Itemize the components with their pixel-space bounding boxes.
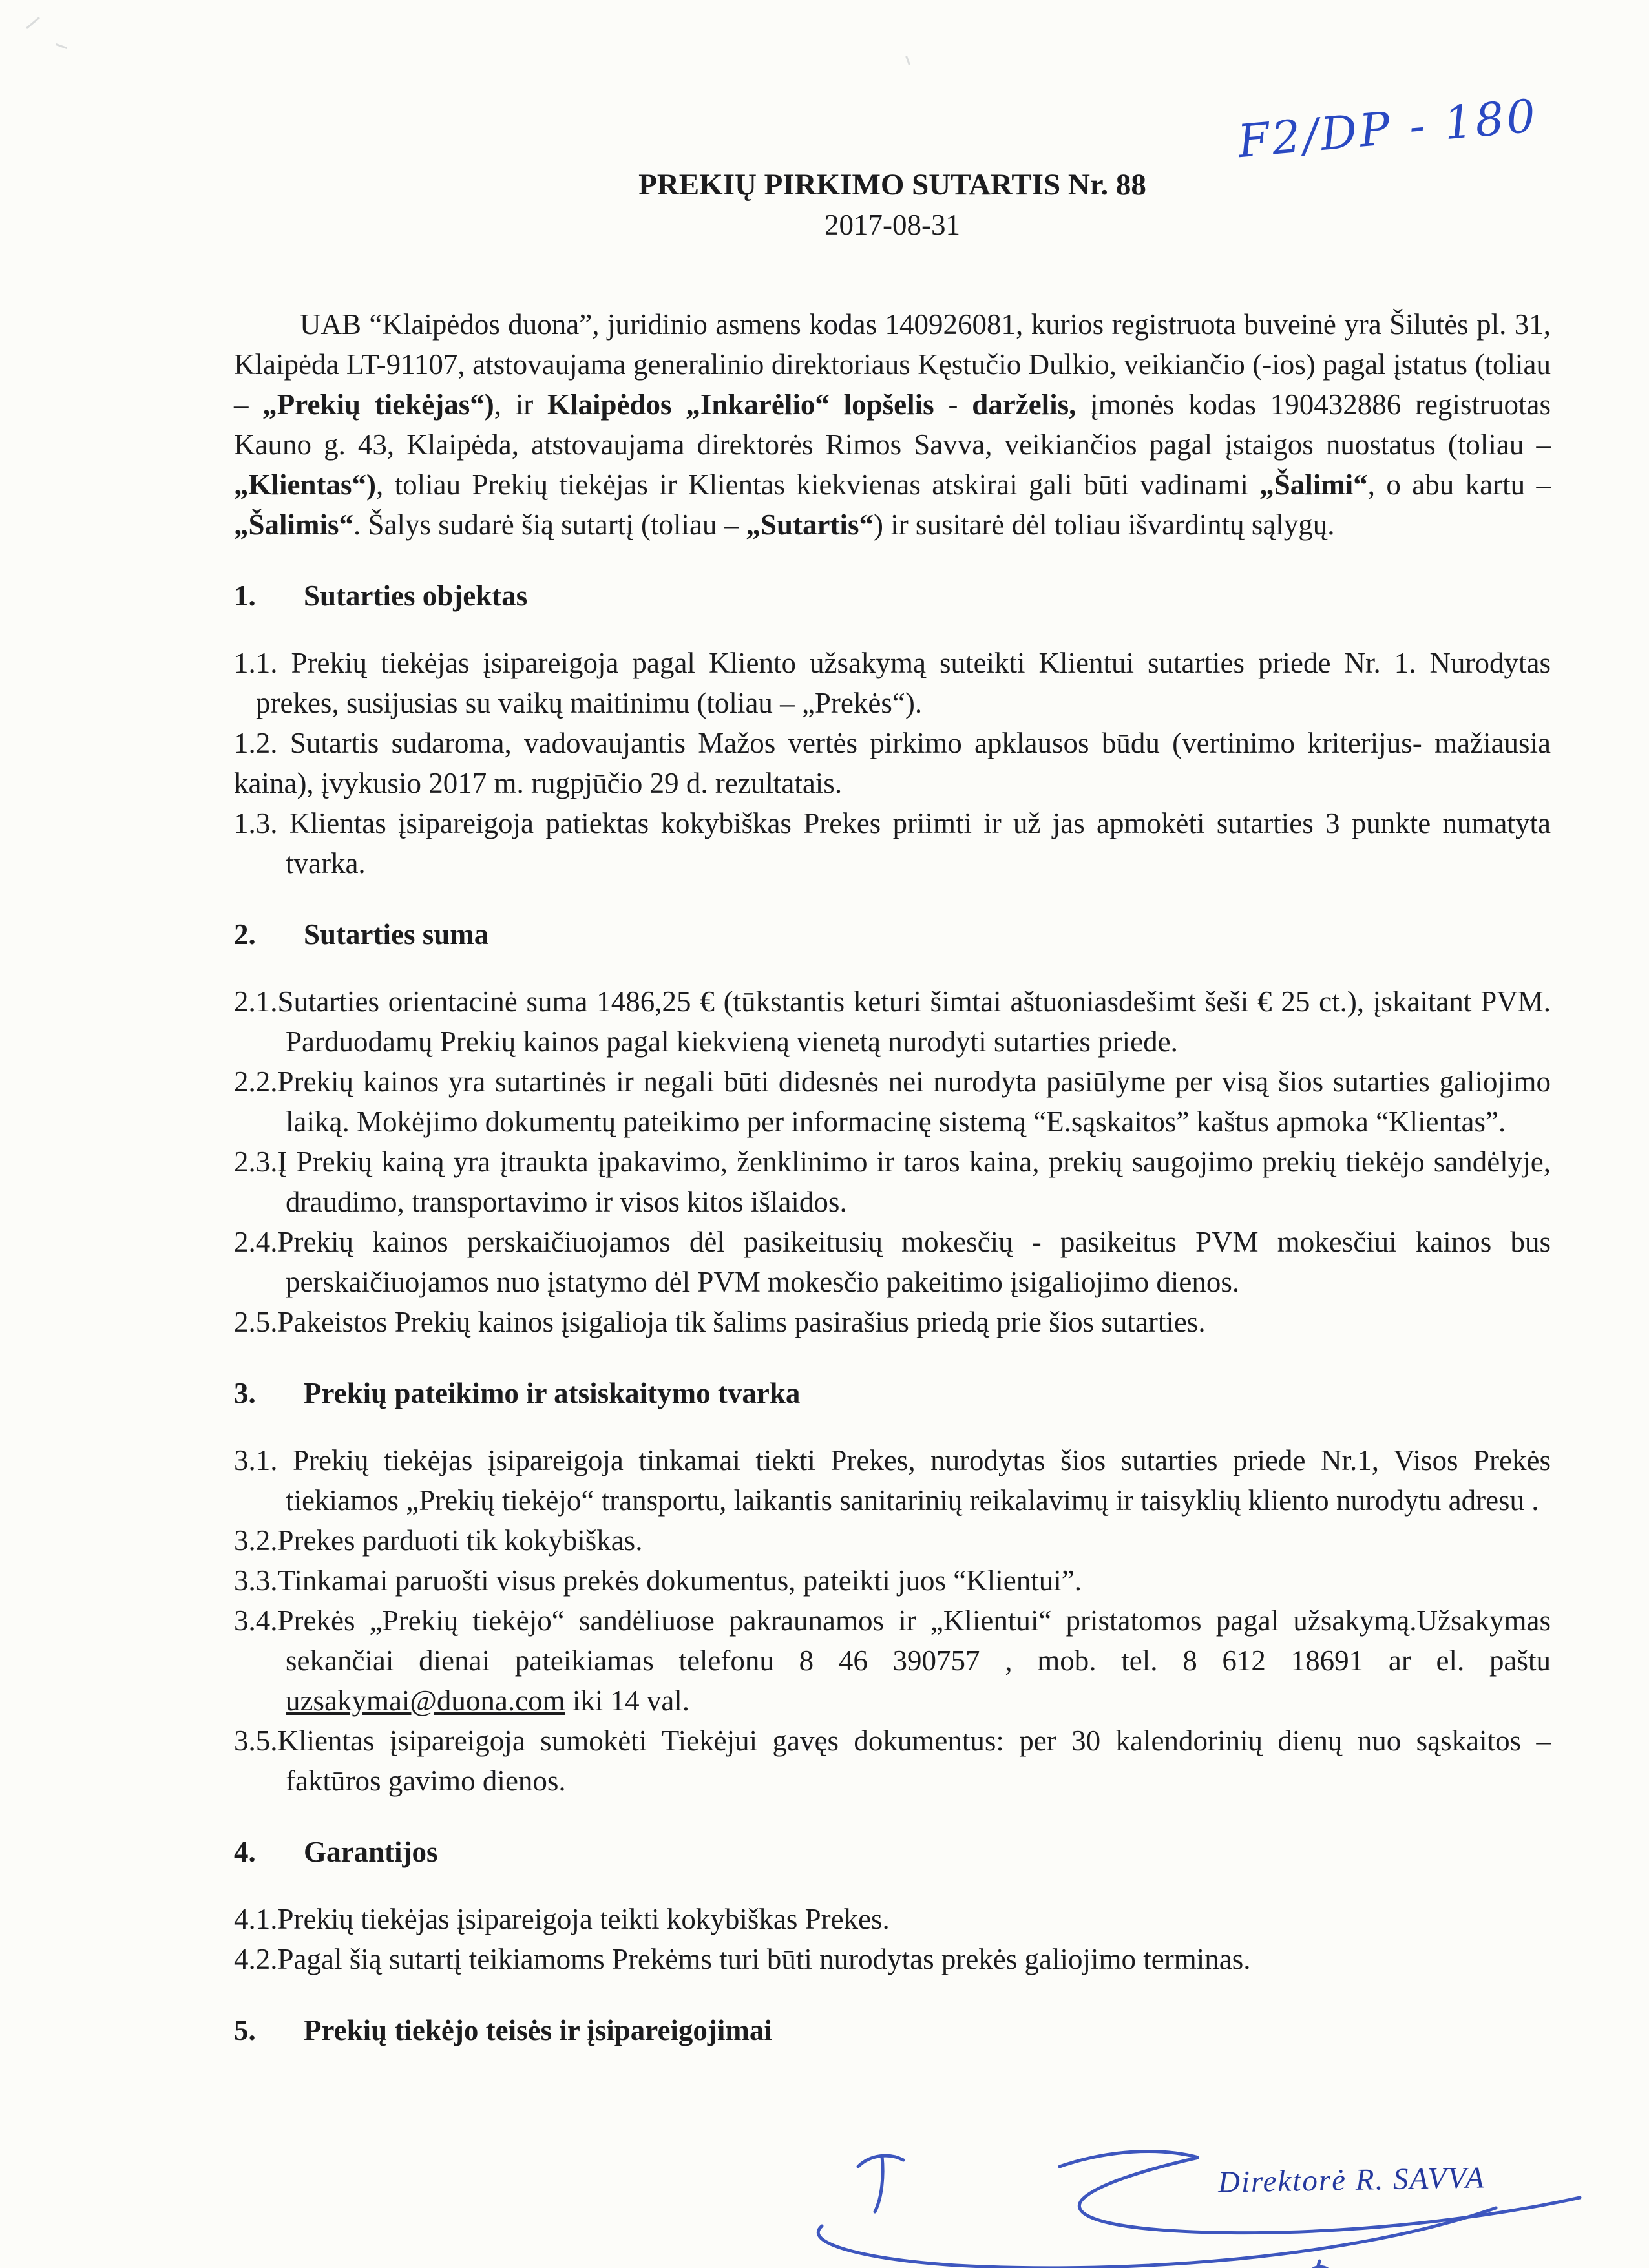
clause-3-2: 3.2.Prekes parduoti tik kokybiškas.	[234, 1524, 643, 1557]
section-2-heading	[234, 914, 1551, 954]
scan-artifact-mark	[56, 43, 67, 49]
clause-3-3: 3.3.Tinkamai paruošti visus prekės dokumentus, pateikti juos “Klientui”.	[234, 1564, 1082, 1597]
clause-4-2: 4.2.Pagal šią sutartį teikiamoms Prekėms turi būti nurodytas prekės galiojimo terminas.	[234, 1943, 1251, 1975]
section-1	[234, 576, 1551, 883]
section-3-heading	[234, 1373, 1551, 1413]
clause-2-2: 2.2.Prekių kainos yra sutartinės ir negali būti didesnės nei nurodyta pasiūlyme per visą šios sutarties galiojimo laiką. Mokėjimo dokumentų pateikimo per informacinę sistemą “E.sąskaitos” kaštus apmoka “Klientas”.	[234, 1066, 1551, 1138]
section-3-number: 3.	[234, 1377, 256, 1409]
section-5-title: Prekių tiekėjo teisės ir įsipareigojimai	[304, 2014, 772, 2046]
section-1-heading	[234, 576, 1551, 616]
section-2-title: Sutarties suma	[304, 918, 489, 950]
scan-artifact-mark	[26, 17, 40, 29]
section-4-title: Garantijos	[304, 1836, 438, 1868]
contract-title: PREKIŲ PIRKIMO SUTARTIS Nr. 88	[638, 168, 1146, 202]
clause-1-1: 1.1. Prekių tiekėjas įsipareigoja pagal Kliento užsakymą suteikti Klientui sutarties priede Nr. 1. Nurodytas prekes, susijusias su vaikų maitinimu (toliau – „Prekės“).	[234, 647, 1551, 719]
section-4	[234, 1832, 1551, 1979]
section-5-number: 5.	[234, 2014, 256, 2046]
section-3-title: Prekių pateikimo ir atsiskaitymo tvarka	[304, 1377, 801, 1409]
contract-date: 2017-08-31	[824, 209, 960, 241]
clause-2-3: 2.3.Į Prekių kainą yra įtraukta įpakavimo, ženklinimo ir taros kaina, prekių saugojimo prekių tiekėjo sandėlyje, draudimo, transportavimo ir visos kitos išlaidos.	[234, 1146, 1551, 1218]
clause-3-1: 3.1. Prekių tiekėjas įsipareigoja tinkamai tiekti Prekes, nurodytas šios sutarties priede Nr.1, Visos Prekės tiekiamos „Prekių tiekėjo“ transportu, laikantis sanitarinių reikalavimų ir taisyklių kliento nurodytu adresu .	[234, 1444, 1551, 1517]
signature-stroke-icon	[743, 2129, 1622, 2268]
clause-2-1: 2.1.Sutarties orientacinė suma 1486,25 € (tūkstantis keturi šimtai aštuoniasdešimt šeši € 25 ct.), įskaitant PVM. Parduodamų Prekių kainos pagal kiekvieną vienetą nurodyti sutarties priede.	[234, 985, 1551, 1058]
signature-block	[743, 2129, 1622, 2268]
clause-2-4: 2.4.Prekių kainos perskaičiuojamos dėl pasikeitusių mokesčių - pasikeitus PVM mokesčiui kainos bus perskaičiuojamos nuo įstatymo dėl PVM mokesčio pakeitimo įsigaliojimo dienos.	[234, 1226, 1551, 1298]
clause-1-3: 1.3. Klientas įsipareigoja patiektas kokybiškas Prekes priimti ir už jas apmokėti sutarties 3 punkte numatyta tvarka.	[234, 807, 1551, 879]
clause-1-2: 1.2. Sutartis sudaroma, vadovaujantis Mažos vertės pirkimo apklausos būdu (vertinimo kriterijus- mažiausia kaina), įvykusio 2017 m. rugpjūčio 29 d. rezultatais.	[234, 727, 1551, 799]
clause-3-5: 3.5.Klientas įsipareigoja sumokėti Tiekėjui gavęs dokumentus: per 30 kalendorinių dienų nuo sąskaitos – faktūros gavimo dienos.	[234, 1725, 1551, 1797]
section-5	[234, 2010, 1551, 2050]
section-1-title: Sutarties objektas	[304, 580, 528, 612]
section-4-heading	[234, 1832, 1551, 1872]
clause-4-1: 4.1.Prekių tiekėjas įsipareigoja teikti kokybiškas Prekes.	[234, 1903, 890, 1935]
section-2-number: 2.	[234, 918, 256, 950]
clause-3-4: 3.4.Prekės „Prekių tiekėjo“ sandėliuose pakraunamos ir „Klientui“ pristatomos pagal užsakymą.Užsakymas sekančiai dienai pateikiamas telefonu 8 46 390757 , mob. tel. 8 612 18691 ar el. paštu uzsakymai@duona.com iki 14 val.	[234, 1604, 1551, 1717]
intro-paragraph: UAB “Klaipėdos duona”, juridinio asmens kodas 140926081, kurios registruota buveinė yra Šilutės pl. 31, Klaipėda LT-91107, atstovaujama generalinio direktoriaus Kęstučio Dulkio, veikiančio (-ios) pagal įstatus (toliau – „Prekių tiekėjas“), ir Klaipėdos „Inkarėlio“ lopšelis - darželis, įmonės kodas 190432886 registruotas Kauno g. 43, Klaipėda, atstovaujama direktorės Rimos Savva, veikiančios pagal įstaigos nuostatus (toliau – „Klientas“), toliau Prekių tiekėjas ir Klientas kiekvienas atskirai gali būti vadinami „Šalimi“, o abu kartu – „Šalimis“. Šalys sudarė šią sutartį (toliau – „Sutartis“) ir susitarė dėl toliau išvardintų sąlygų.	[234, 308, 1551, 541]
section-2	[234, 914, 1551, 1342]
section-3	[234, 1373, 1551, 1801]
section-4-number: 4.	[234, 1836, 256, 1868]
section-1-number: 1.	[234, 580, 256, 612]
section-5-heading	[234, 2010, 1551, 2050]
signature-name: Direktorė R. SAVVA	[1217, 2161, 1486, 2200]
contract-body	[234, 0, 1551, 2077]
clause-2-5: 2.5.Pakeistos Prekių kainos įsigalioja tik šalims pasirašius priedą prie šios sutarties.	[234, 1306, 1206, 1338]
handwritten-reference-number: F2/DP - 180	[1235, 89, 1540, 169]
